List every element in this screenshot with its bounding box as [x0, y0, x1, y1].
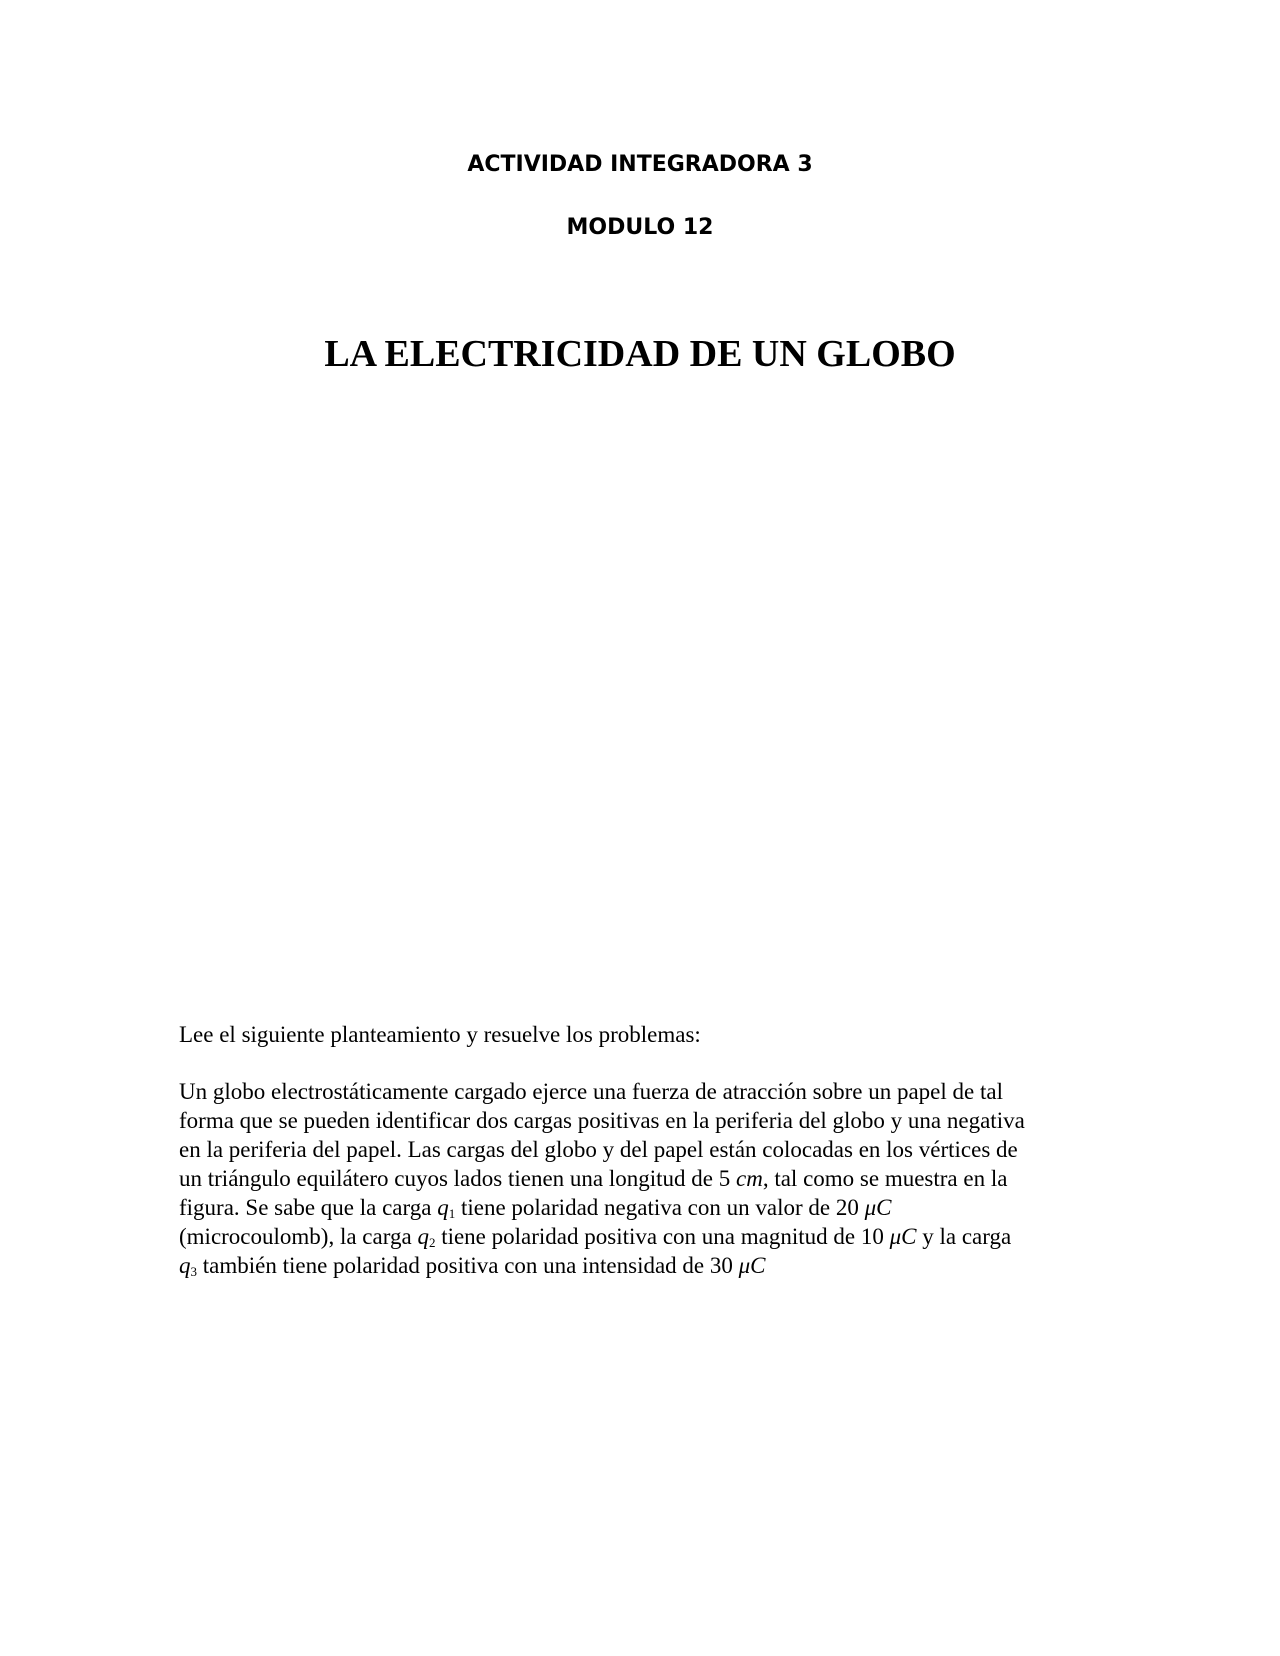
page-title: LA ELECTRICIDAD DE UN GLOBO [324, 333, 956, 375]
module-heading: MODULO 12 [566, 215, 714, 240]
problem-paragraph [179, 1077, 1119, 1280]
problem-line [179, 1164, 1119, 1193]
text-segment: figura. Se sabe que la carga [179, 1195, 438, 1220]
unit-microcoulomb: μC [889, 1224, 917, 1249]
charge-symbol-q2: q [417, 1224, 429, 1249]
unit-microcoulomb: μC [864, 1195, 892, 1220]
instruction-paragraph: Lee el siguiente planteamiento y resuelve los problemas: [179, 1022, 701, 1047]
problem-line: en la periferia del papel. Las cargas del globo y del papel están colocadas en los vértices de [179, 1137, 1018, 1162]
text-segment: tiene polaridad negativa con un valor de 20 [455, 1195, 865, 1220]
charge-subscript-2: 2 [428, 1235, 436, 1250]
text-segment: también tiene polaridad positiva con una intensidad de 30 [197, 1253, 739, 1278]
problem-line [179, 1193, 1119, 1222]
charge-subscript-1: 1 [448, 1206, 456, 1221]
text-segment: , tal como se muestra en la [762, 1166, 1008, 1191]
text-segment: un triángulo equilátero cuyos lados tienen una longitud de 5 [179, 1166, 736, 1191]
text-segment: y la carga [916, 1224, 1012, 1249]
problem-line: Un globo electrostáticamente cargado ejerce una fuerza de atracción sobre un papel de tal [179, 1079, 1003, 1104]
unit-microcoulomb: μC [738, 1253, 766, 1278]
problem-line [179, 1222, 1119, 1251]
charge-subscript-3: 3 [190, 1264, 197, 1279]
unit-cm: cm [736, 1166, 763, 1191]
text-segment: (microcoulomb), la carga [179, 1224, 418, 1249]
text-segment: tiene polaridad positiva con una magnitud de 10 [435, 1224, 890, 1249]
charge-symbol-q1: q [437, 1195, 449, 1220]
activity-heading: ACTIVIDAD INTEGRADORA 3 [467, 152, 813, 177]
problem-line: forma que se pueden identificar dos cargas positivas en la periferia del globo y una negativa [179, 1108, 1025, 1133]
charge-symbol-q3: q [179, 1253, 191, 1278]
problem-line [179, 1251, 1119, 1280]
